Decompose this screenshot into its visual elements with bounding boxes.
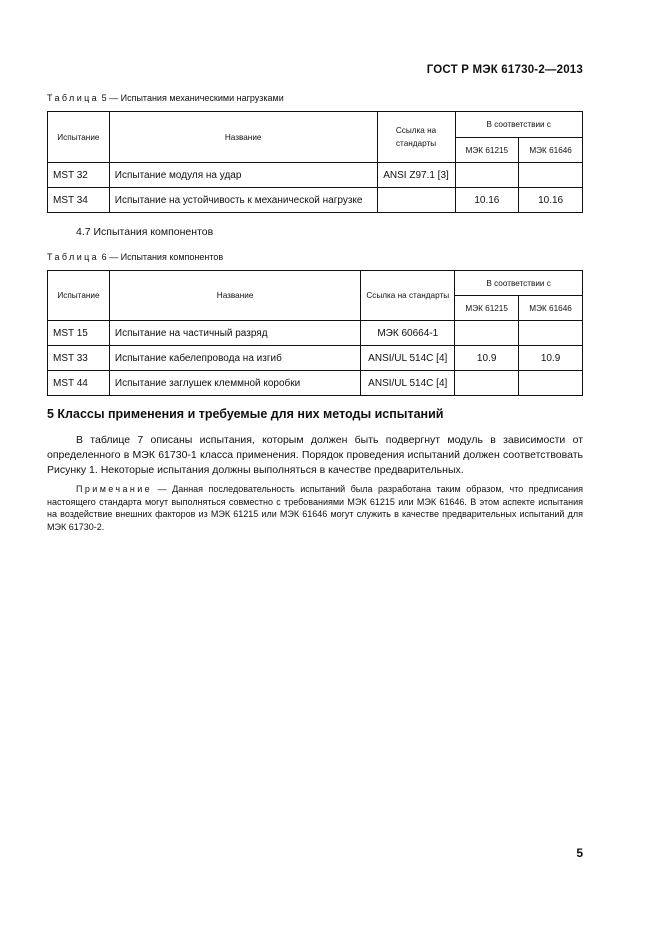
table5-cell-iec61215	[455, 163, 519, 188]
table5-cell-test: MST 34	[48, 188, 110, 213]
table5-cell-ref: ANSI Z97.1 [3]	[377, 163, 455, 188]
section-5-note	[47, 483, 583, 533]
table-row	[48, 188, 583, 213]
table6-cell-ref: МЭК 60664-1	[361, 321, 455, 346]
table5-caption	[47, 93, 284, 103]
table6-cell-name: Испытание на частичный разряд	[109, 321, 360, 346]
section-5-paragraph: В таблице 7 описаны испытания, которым должен быть подвергнут модуль в зависимости от определенного в МЭК 61730-1 класса применения. Порядок проведения испытаний должен соответствовать Рисунку 1. Некоторые испытания должны выполняться в качестве предварительных.	[47, 434, 583, 476]
table5-cell-iec61646	[519, 163, 583, 188]
table6-cell-iec61215	[455, 321, 519, 346]
table-row	[48, 163, 583, 188]
table6-caption-label: Таблица	[47, 252, 100, 262]
table6-cell-iec61215	[455, 371, 519, 396]
table-row	[48, 371, 583, 396]
table6-header-iec61646: МЭК 61646	[519, 296, 583, 321]
table6-cell-iec61646	[519, 371, 583, 396]
page-number: 5	[576, 846, 583, 860]
table5-header-iec61646: МЭК 61646	[519, 138, 583, 163]
table5-cell-iec61646: 10.16	[519, 188, 583, 213]
table5-header-ref: Ссылка на стандарты	[377, 112, 455, 163]
table6-cell-test: MST 44	[48, 371, 110, 396]
table6-cell-ref: ANSI/UL 514C [4]	[361, 371, 455, 396]
table6-cell-iec61646: 10.9	[519, 346, 583, 371]
table5-cell-ref	[377, 188, 455, 213]
table5-cell-name: Испытание на устойчивость к механической нагрузке	[109, 188, 377, 213]
document-code: ГОСТ Р МЭК 61730-2—2013	[426, 64, 583, 76]
table5-header-name: Название	[109, 112, 377, 163]
table6-cell-name: Испытание заглушек клеммной коробки	[109, 371, 360, 396]
note-label: Примечание	[76, 484, 153, 494]
table-row	[48, 346, 583, 371]
table-row	[48, 321, 583, 346]
table6-cell-name: Испытание кабелепровода на изгиб	[109, 346, 360, 371]
note-text: — Данная последовательность испытаний была разработана таким образом, что предписания настоящего стандарта могут выполняться совместно с требованиями МЭК 61215 или МЭК 61646. В этом аспекте испытания на воздействие внешних факторов из МЭК 61215 или МЭК 61646 могут служить в качестве предварительных испытаний для МЭК 61730-2.	[47, 484, 583, 532]
table6	[47, 270, 583, 396]
table5-header-accordance: В соответствии с	[455, 112, 583, 138]
section-5-heading: 5 Классы применения и требуемые для них методы испытаний	[47, 407, 444, 421]
table6-cell-test: MST 33	[48, 346, 110, 371]
table5-caption-text: 5 — Испытания механическими нагрузками	[101, 93, 284, 103]
table6-caption-text: 6 — Испытания компонентов	[101, 252, 224, 262]
table5	[47, 111, 583, 213]
table6-caption	[47, 252, 223, 262]
section-4-7-heading: 4.7 Испытания компонентов	[76, 226, 214, 238]
table5-header-iec61215: МЭК 61215	[455, 138, 519, 163]
table6-cell-iec61646	[519, 321, 583, 346]
table6-header-name: Название	[109, 271, 360, 321]
table6-cell-iec61215: 10.9	[455, 346, 519, 371]
table5-caption-label: Таблица	[47, 93, 100, 103]
table6-header-test: Испытание	[48, 271, 110, 321]
table5-cell-name: Испытание модуля на удар	[109, 163, 377, 188]
table5-cell-iec61215: 10.16	[455, 188, 519, 213]
table5-cell-test: MST 32	[48, 163, 110, 188]
table6-header-accordance: В соответствии с	[455, 271, 583, 296]
table6-header-ref: Ссылка на стандарты	[361, 271, 455, 321]
table6-header-iec61215: МЭК 61215	[455, 296, 519, 321]
table6-cell-ref: ANSI/UL 514C [4]	[361, 346, 455, 371]
table5-header-test: Испытание	[48, 112, 110, 163]
table6-cell-test: MST 15	[48, 321, 110, 346]
